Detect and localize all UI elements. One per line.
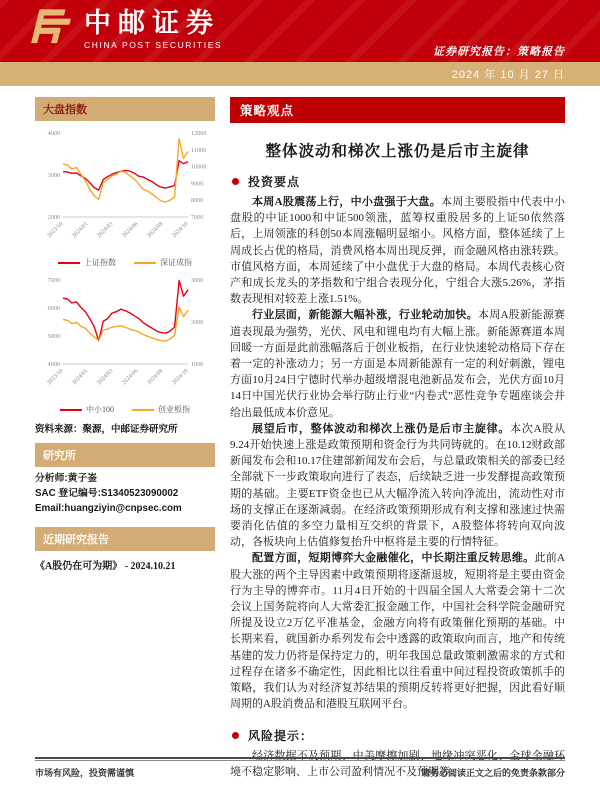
legend-line-swatch bbox=[132, 409, 154, 411]
sidebar-section-research-team: 研究所 bbox=[35, 443, 215, 467]
svg-text:9000: 9000 bbox=[191, 180, 204, 188]
red-bullet-icon bbox=[232, 732, 239, 739]
brand-name-en: CHINA POST SECURITIES bbox=[84, 39, 223, 50]
red-bullet-icon bbox=[232, 178, 239, 185]
legend-series-name: 创业板指 bbox=[158, 405, 190, 414]
legend-item bbox=[134, 257, 192, 268]
line-chart-zx100-cyb bbox=[36, 272, 214, 406]
svg-text:7000: 7000 bbox=[47, 277, 60, 284]
paragraph-lead: 本周A股震荡上行，中小盘强于大盘。 bbox=[252, 196, 442, 208]
analyst-block bbox=[35, 471, 215, 517]
analyst-name: 分析师:黄子崟 bbox=[35, 473, 98, 484]
svg-text:10000: 10000 bbox=[191, 163, 207, 171]
section-heading-label: 风险提示： bbox=[248, 728, 314, 743]
brand-name-cn: 中邮证券 bbox=[84, 7, 220, 38]
paragraph-allocation bbox=[230, 550, 565, 712]
svg-text:2000: 2000 bbox=[47, 214, 60, 221]
date-band bbox=[0, 62, 600, 86]
paragraph-industry bbox=[230, 307, 565, 420]
analyst-email: Email:huangziyin@cnpsec.com bbox=[35, 503, 182, 515]
svg-text:2024/10: 2024/10 bbox=[171, 368, 190, 387]
section-heading-label: 投资要点 bbox=[248, 175, 301, 189]
paragraph-lead: 配置方面，短期博弈大金融催化，中长期注重反转思维。 bbox=[252, 552, 535, 565]
report-title: 整体波动和梯次上涨仍是后市主旋律 bbox=[265, 143, 530, 160]
svg-text:8000: 8000 bbox=[191, 197, 204, 205]
svg-text:2024/06: 2024/06 bbox=[121, 368, 140, 387]
svg-text:2024/01: 2024/01 bbox=[71, 368, 90, 387]
svg-text:2023/10: 2023/10 bbox=[46, 221, 65, 240]
svg-text:2024/03: 2024/03 bbox=[96, 368, 115, 387]
paragraph-body: 本周主要股指中代表中小盘股的中证1000和中证500领涨，蓝筹权重股居多的上证50依然落后，上周领涨的科创50本周涨幅明显缩小。风格方面，整体延续了上周成长占优的格局，消费风格本周出现反弹，而金融风格由涨转跌。市值风格方面，本周延续了中小盘优于大盘的格局。本周代表核心资产和成长龙头的茅指数和宁组合表现分化，宁组合大涨5.26%，茅指数表现相对较差上涨1.51%。 bbox=[230, 196, 565, 306]
paragraph-outlook bbox=[230, 421, 565, 551]
analyst-sac-number: SAC 登记编号:S1340523090002 bbox=[35, 488, 179, 500]
legend-series-name: 上证指数 bbox=[84, 258, 116, 267]
svg-text:5000: 5000 bbox=[47, 333, 60, 340]
paragraph-body: 本次A股从9.24开始快速上涨是政策预期和资金行为共同铸就的。在10.12财政部新闻发布会和10.17住建部新闻发布会后，与总量政策相关的部委已经全部就下一步政策取向进行了表态，后续缺乏进一步发酵提高政策预期的基础。主要ETF资金也已从大幅净流入转向净流出，流动性对市场的支撑正在逐渐减弱。在经济政策预期形成有利支撑和涨速过快需要消化估值的多空力量相互交织的背景下，A股整体将转向双向波动，各板块向上估值修复抬升中枢将是主要的行情特征。 bbox=[230, 422, 565, 549]
footer-right-disclaimer: 请务必阅读正文之后的免责条款部分 bbox=[420, 768, 565, 778]
legend-item bbox=[132, 404, 190, 415]
legend-line-swatch bbox=[134, 262, 156, 264]
svg-text:3000: 3000 bbox=[47, 172, 60, 179]
svg-text:7000: 7000 bbox=[191, 214, 204, 221]
svg-text:2024/06: 2024/06 bbox=[121, 221, 140, 240]
footer-left-disclaimer: 市场有风险，投资需谨慎 bbox=[35, 768, 135, 778]
paragraph-body: 此前A股大涨的两个主导因素中政策预期将逐渐退坡，短期将是主要由资金行为主导的博弈市。11月4日开始的十四届全国人大常委会第十二次会议上国务院将向人大常委汇报金融工作，中国社会科学院金融研究所提及设立2万亿平准基金，金融方向将有政策催化预期的基础。中长期来看，就国新办系列发布会中透露的政策取向而言，地产和传统基建的发力仍将是保持定力的，明年我国总量政策刺激需求的方式和过程存在诸多不确定性，因此相比以往看重中间过程投资政策抓手的策略，我们认为对经济复苏结果的预期反转将更好把握，因此看好顺周期的A股消费品和港股互联网平台。 bbox=[230, 552, 565, 711]
legend-item bbox=[58, 257, 116, 268]
page-footer bbox=[35, 757, 565, 779]
footer-rule-thick bbox=[35, 757, 565, 759]
svg-text:4000: 4000 bbox=[47, 361, 60, 368]
legend-series-name: 中小100 bbox=[86, 405, 114, 414]
svg-text:2000: 2000 bbox=[191, 319, 204, 326]
svg-text:2024/08: 2024/08 bbox=[146, 368, 165, 387]
recent-report-item: 《A股仍在可为期》 - 2024.10.21 bbox=[35, 560, 176, 572]
sidebar bbox=[35, 97, 215, 572]
svg-text:11000: 11000 bbox=[191, 146, 207, 154]
main-column bbox=[230, 97, 565, 780]
report-type-label: 证券研究报告：策略报告 bbox=[433, 46, 565, 58]
paragraph-lead: 行业层面，新能源大幅补涨，行业轮动加快。 bbox=[252, 309, 478, 322]
svg-text:12000: 12000 bbox=[191, 130, 207, 137]
chart-shanghai-shenzhen bbox=[35, 125, 215, 268]
brand-text bbox=[84, 7, 223, 50]
paragraph-week-review bbox=[230, 194, 565, 307]
svg-text:2024/03: 2024/03 bbox=[96, 221, 115, 240]
svg-text:2024/08: 2024/08 bbox=[146, 221, 165, 240]
chart-legend bbox=[35, 257, 215, 268]
legend-series-name: 深证成指 bbox=[160, 258, 192, 267]
report-date: 2024 年 10 月 27 日 bbox=[451, 69, 565, 81]
paragraph-body: 本周A股新能源赛道表现最为强势，光伏、风电和锂电均有大幅上涨。新能源赛道本周回暖一方面是此前涨幅落后于创业板指，在行业快速轮动格局下存在着一定的补涨动力；另一方面是本周新能源有一定的利好刺激，锂电方面10月24日宁德时代举办超级增混电池新品发布会，光伏方面10月14日中国光伏行业协会举行防止行业“内卷式”恶性竞争专题座谈会并给出最低成本价意见。 bbox=[230, 309, 565, 419]
chart-legend bbox=[35, 404, 215, 415]
paragraph-risk: 经济数据不及预期、中美摩擦加剧、地缘冲突恶化、全球金融环境不稳定影响、上市公司盈利情况不及预期等。 bbox=[230, 749, 565, 778]
svg-text:6000: 6000 bbox=[47, 305, 60, 312]
section-heading-risk bbox=[232, 727, 565, 744]
svg-text:1000: 1000 bbox=[191, 361, 204, 368]
svg-text:4000: 4000 bbox=[47, 130, 60, 137]
china-post-logo-icon bbox=[28, 6, 74, 53]
legend-line-swatch bbox=[60, 409, 82, 411]
chart-smallcap-chinext bbox=[35, 272, 215, 415]
column-header-strategy-view: 策略观点 bbox=[230, 97, 565, 123]
sidebar-section-market-indexes: 大盘指数 bbox=[35, 97, 215, 121]
svg-text:2024/01: 2024/01 bbox=[71, 221, 90, 240]
svg-text:2024/10: 2024/10 bbox=[171, 221, 190, 240]
legend-line-swatch bbox=[58, 262, 80, 264]
sidebar-section-recent-reports: 近期研究报告 bbox=[35, 527, 215, 551]
svg-text:3000: 3000 bbox=[191, 277, 204, 284]
data-source-note: 资料来源：聚源，中邮证券研究所 bbox=[35, 425, 178, 435]
svg-text:2023/10: 2023/10 bbox=[46, 368, 65, 387]
legend-item bbox=[60, 404, 114, 415]
section-heading-investment-points bbox=[232, 173, 565, 190]
header-banner bbox=[0, 0, 600, 62]
paragraph-lead: 展望后市，整体波动和梯次上涨仍是后市主旋律。 bbox=[252, 422, 511, 435]
brand-block bbox=[28, 6, 222, 53]
line-chart-sh-sz bbox=[36, 125, 214, 259]
footer-rule-thin bbox=[35, 760, 565, 761]
